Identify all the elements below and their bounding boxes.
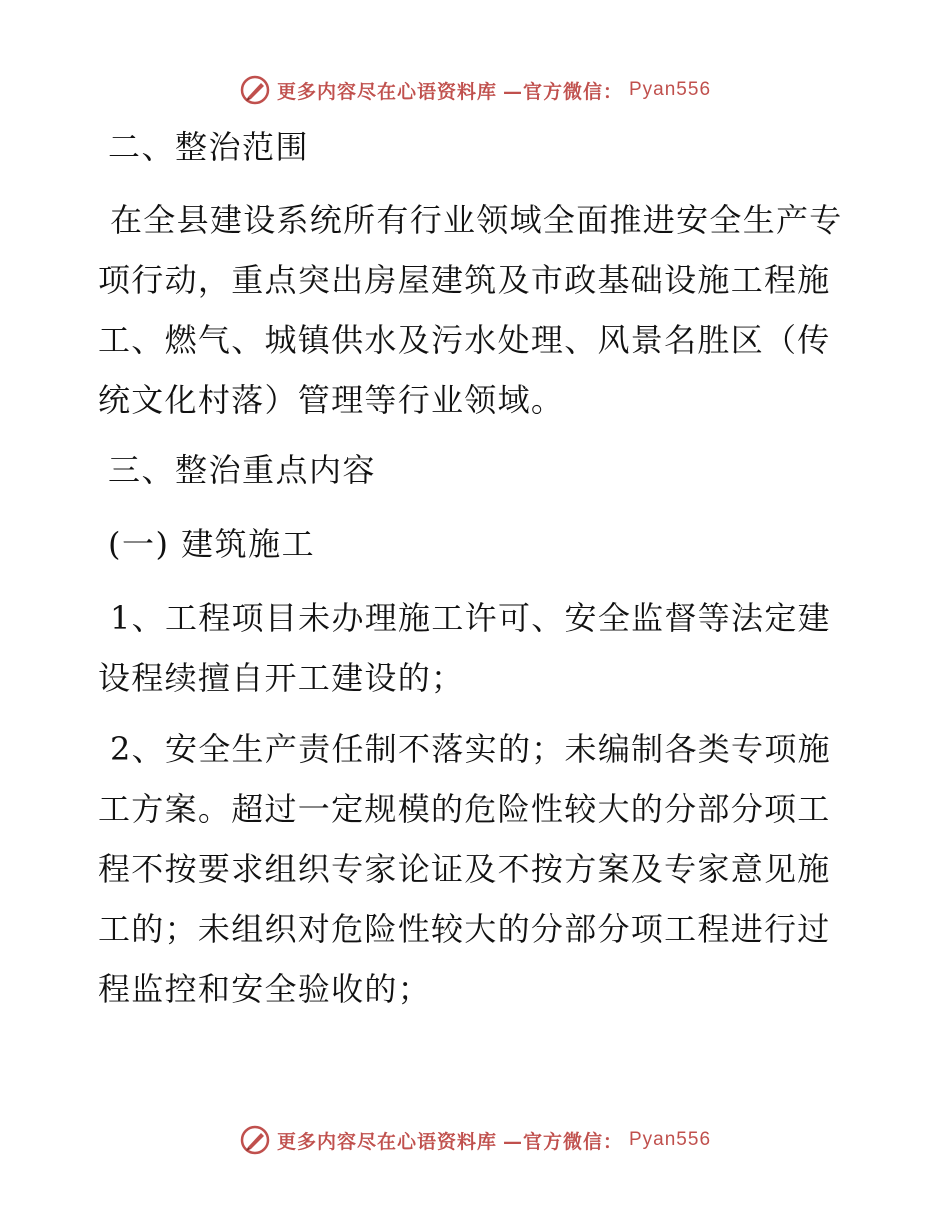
item-2: 2、安全生产责任制不落实的；未编制各类专项施工方案。超过一定规模的危险性较大的分部分项工程不按要求组织专家论证及不按方案及专家意见施工的；未组织对危险性较大的分部分项工程进行过程监控和安全验收的； (98, 730, 831, 1008)
watermark-separator: —官方微信： (502, 1130, 623, 1153)
item-1: 1、工程项目未办理施工许可、安全监督等法定建设程续擅自开工建设的； (98, 599, 831, 697)
section2-heading: 二、整治范围 (108, 128, 310, 166)
watermark-wechat-id: Pyan556 (629, 1129, 712, 1150)
watermark-text: 更多内容尽在心语资料库 (276, 1130, 497, 1153)
pen-logo-icon (239, 74, 271, 106)
section2-body: 在全县建设系统所有行业领域全面推进安全生产专项行动，重点突出房屋建筑及市政基础设施工程施工、燃气、城镇供水及污水处理、风景名胜区（传统文化村落）管理等行业领域。 (98, 201, 843, 419)
footer-watermark (0, 1120, 950, 1160)
header-watermark (0, 70, 950, 110)
watermark-separator: —官方微信： (502, 80, 623, 103)
watermark-wechat-id: Pyan556 (629, 79, 712, 100)
pen-logo-icon (239, 1124, 271, 1156)
section3-heading: 三、整治重点内容 (108, 451, 377, 489)
watermark-text: 更多内容尽在心语资料库 (276, 80, 497, 103)
subsection1-heading: (一) 建筑施工 (108, 525, 316, 563)
